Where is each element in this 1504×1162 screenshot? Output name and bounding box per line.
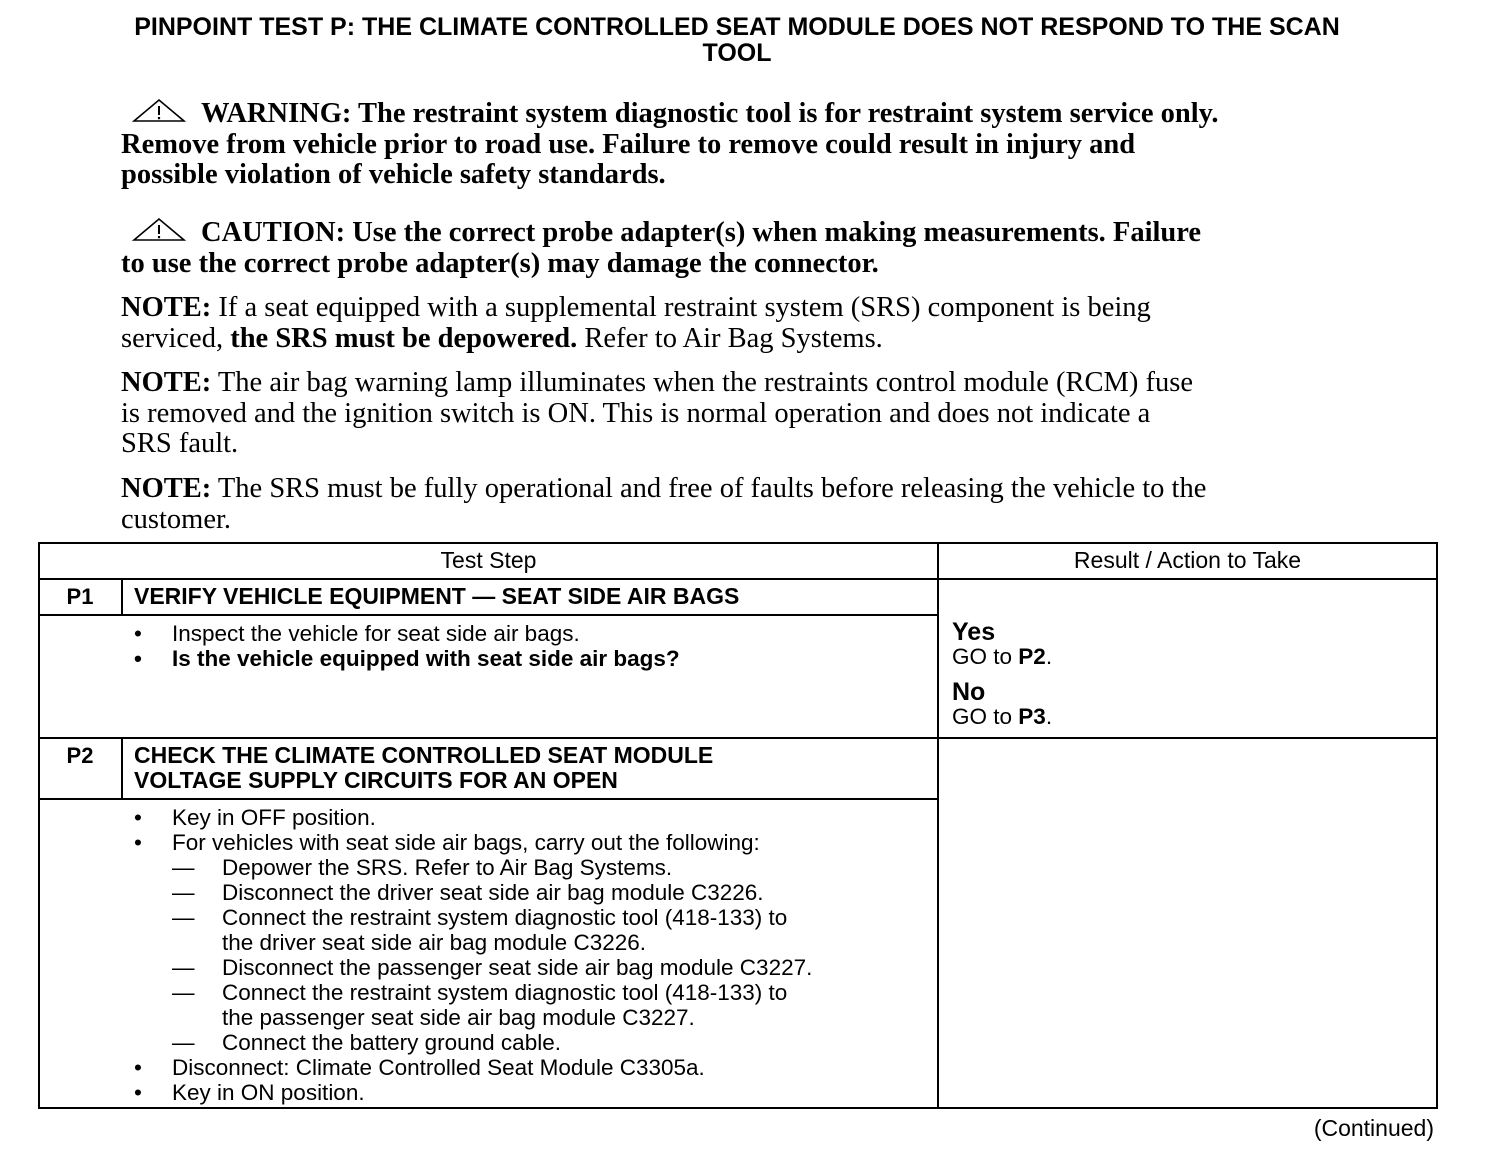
list-item: • Key in OFF position. <box>134 805 376 830</box>
note-1-line-2-bold: the SRS must be depowered. <box>230 322 578 354</box>
result-p1-no: No GO to P3. <box>952 678 1053 729</box>
note-3-label: NOTE: <box>121 473 212 504</box>
note-3-line-1: The SRS must be fully operational and free of faults before releasing the vehicle to the <box>217 473 1207 504</box>
p1-bottom-rule <box>40 737 1436 739</box>
note-2-line-1: The air bag warning lamp illuminates when the restraints control module (RCM) fuse <box>217 367 1193 398</box>
warning-label: WARNING: <box>201 98 352 129</box>
p2-title-rule <box>40 798 937 800</box>
step-title-p2: CHECK THE CLIMATE CONTROLLED SEAT MODULE VOLTAGE SUPPLY CIRCUITS FOR AN OPEN <box>134 742 714 793</box>
p1-title-rule <box>40 614 937 616</box>
p1-id-divider <box>121 580 123 616</box>
header-rule <box>40 578 1436 580</box>
result-answer: No <box>952 678 986 706</box>
result-p1-yes: Yes GO to P2. <box>952 618 1053 669</box>
note-1-label: NOTE: <box>121 292 212 323</box>
p2-id-divider <box>121 739 123 799</box>
note-2-line-3: SRS fault. <box>121 428 239 459</box>
warning-line-1: The restraint system diagnostic tool is for restraint system service only. <box>358 98 1219 129</box>
caution-line-2: to use the correct probe adapter(s) may damage the connector. <box>121 247 879 279</box>
list-item: — Connect the restraint system diagnostic tool (418-133) to <box>172 905 788 930</box>
warning-triangle-icon <box>131 98 187 124</box>
warning-line-2: Remove from vehicle prior to road use. Failure to remove could result in injury and <box>121 128 1136 160</box>
warning-block <box>121 98 1351 191</box>
note-1 <box>121 293 1351 354</box>
step-title-p1: VERIFY VEHICLE EQUIPMENT — SEAT SIDE AIR BAGS <box>134 583 740 609</box>
result-answer: Yes <box>952 618 996 646</box>
list-item: — Connect the restraint system diagnostic tool (418-133) to <box>172 980 788 1005</box>
note-3-line-2: customer. <box>121 503 232 535</box>
list-item: • For vehicles with seat side air bags, carry out the following: <box>134 830 760 855</box>
list-item: • Key in ON position. <box>134 1080 365 1105</box>
list-item: • Is the vehicle equipped with seat side air bags? <box>134 646 680 671</box>
note-2 <box>121 368 1351 460</box>
title-line-2: TOOL <box>702 39 772 67</box>
list-item: • Inspect the vehicle for seat side air bags. <box>134 621 580 646</box>
note-2-label: NOTE: <box>121 367 212 398</box>
note-1-line-1: If a seat equipped with a supplemental restraint system (SRS) component is being <box>218 292 1151 323</box>
list-item: — Depower the SRS. Refer to Air Bag Systems. <box>172 855 673 880</box>
caution-triangle-icon <box>131 217 187 243</box>
list-item: the driver seat side air bag module C3226. <box>222 930 646 955</box>
title-line-1: PINPOINT TEST P: THE CLIMATE CONTROLLED SEAT MODULE DOES NOT RESPOND TO THE SCAN <box>134 13 1340 41</box>
step-actions-p1 <box>134 621 924 671</box>
header-test-step: Test Step <box>440 547 537 573</box>
goto-link-p2[interactable]: P2 <box>1018 644 1046 669</box>
continued-label: (Continued) <box>1313 1115 1434 1141</box>
header-result: Result / Action to Take <box>1073 547 1302 573</box>
warning-line-3: possible violation of vehicle safety standards. <box>121 159 666 190</box>
list-item: — Disconnect the passenger seat side air bag module C3227. <box>172 955 813 980</box>
note-1-line-2-post: Refer to Air Bag Systems. <box>584 322 883 354</box>
caution-block <box>121 217 1351 279</box>
step-actions-p2 <box>134 805 924 1105</box>
goto-link-p3[interactable]: P3 <box>1018 704 1046 729</box>
page-title <box>40 14 1434 66</box>
column-divider <box>937 544 939 1107</box>
caution-line-1: Use the correct probe adapter(s) when making measurements. Failure <box>352 217 1202 248</box>
list-item: — Connect the battery ground cable. <box>172 1030 561 1055</box>
step-id-p2: P2 <box>66 743 94 768</box>
note-2-line-2: is removed and the ignition switch is ON. This is normal operation and does not indicate a <box>121 397 1151 429</box>
list-item: — Disconnect the driver seat side air bag module C3226. <box>172 880 764 905</box>
note-3 <box>121 474 1351 535</box>
note-1-line-2-pre: serviced, <box>121 322 224 354</box>
test-step-table <box>38 542 1438 1109</box>
step-id-p1: P1 <box>66 584 94 609</box>
caution-label: CAUTION: <box>201 217 346 248</box>
list-item: the passenger seat side air bag module C3227. <box>222 1005 695 1030</box>
list-item: • Disconnect: Climate Controlled Seat Module C3305a. <box>134 1055 705 1080</box>
